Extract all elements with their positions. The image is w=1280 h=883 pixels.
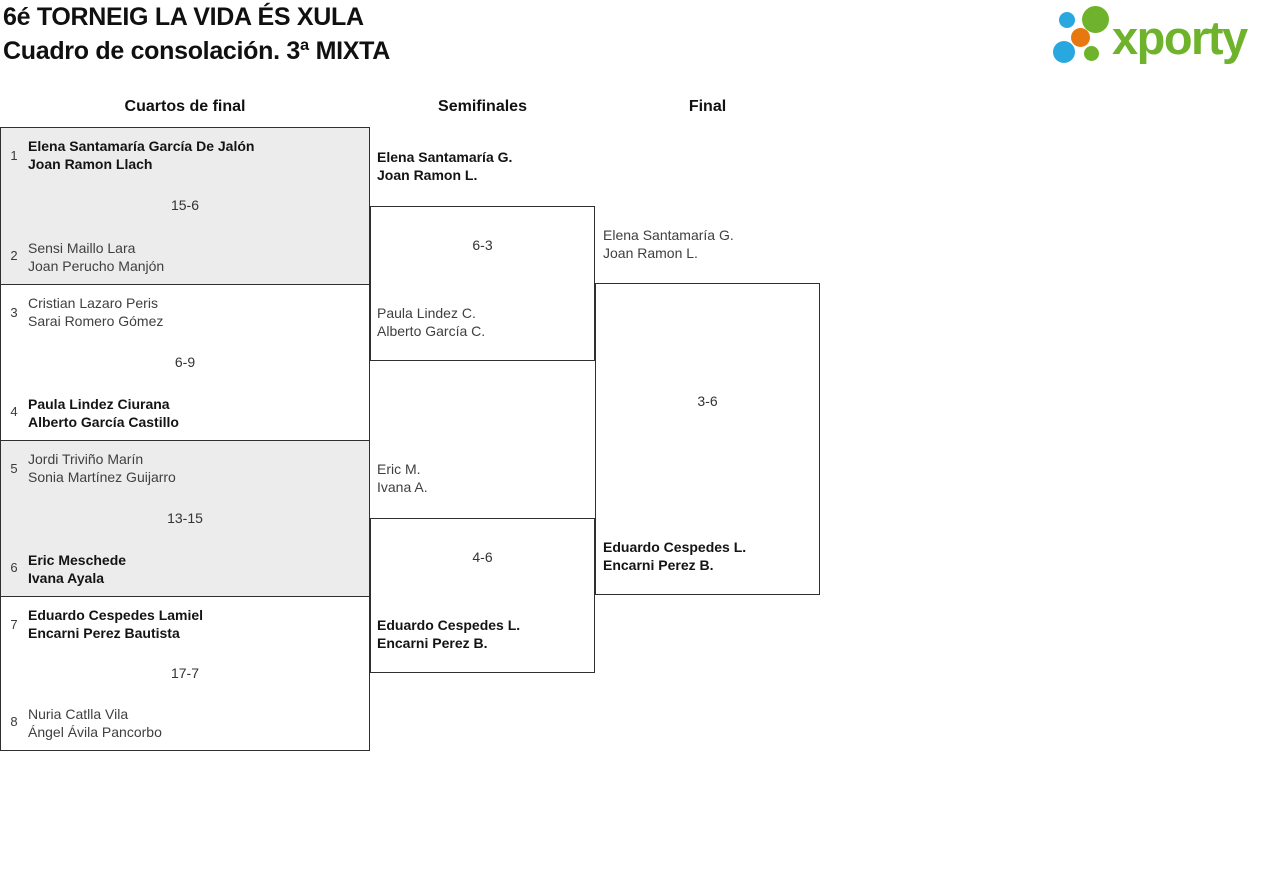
match-score: 6-9 [174,353,196,370]
match-score: 13-15 [167,509,203,526]
seed-number: 6 [10,560,18,575]
match-score: 4-6 [472,549,493,565]
seed-number: 7 [10,617,18,632]
match-score: 17-7 [170,664,200,681]
quarterfinal-match-4 [0,596,370,751]
match-score: 15-6 [170,197,200,213]
team-name: Eduardo Cespedes Lamiel Encarni Perez Bautista [28,607,204,641]
quarterfinal-match-1 [0,127,370,285]
quarterfinal-match-2 [0,284,370,441]
match-score: 3-6 [697,393,718,409]
semifinal-1-team-top: Elena Santamaría G. Joan Ramon L. [377,149,513,183]
semifinal-1-team-bottom: Paula Lindez C. Alberto García C. [377,305,486,339]
match-score: 6-3 [472,237,493,253]
quarterfinal-match-3 [0,440,370,597]
xporty-logo[interactable] [1050,4,1280,68]
round-header-quarterfinals: Cuartos de final [124,98,246,115]
seed-number: 4 [10,404,18,419]
team-name: Sensi Maillo Lara Joan Perucho Manjón [28,240,165,274]
round-header-final: Final [688,98,727,115]
bracket-subtitle: Cuadro de consolación. 3ª MIXTA [3,36,391,65]
team-name: Jordi Triviño Marín Sonia Martínez Guijarro [28,451,176,485]
team-name: Nuria Catlla Vila Ángel Ávila Pancorbo [28,706,162,740]
semifinal-2-team-bottom: Eduardo Cespedes L. Encarni Perez B. [377,617,521,651]
semifinal-2-team-top: Eric M. Ivana A. [377,461,428,495]
team-name: Cristian Lazaro Peris Sarai Romero Gómez [28,295,164,329]
page-header [3,1,390,68]
team-name: Elena Santamaría García De Jalón Joan Ramon Llach [28,138,255,172]
tournament-title: 6é TORNEIG LA VIDA ÉS XULA [3,3,364,31]
final-team-bottom: Eduardo Cespedes L. Encarni Perez B. [603,539,747,573]
seed-number: 3 [10,305,18,320]
seed-number: 1 [10,148,18,163]
round-header-semifinals: Semifinales [438,98,527,115]
team-name: Paula Lindez Ciurana Alberto García Castillo [28,396,179,430]
seed-number: 8 [10,714,18,729]
seed-number: 5 [10,461,18,476]
seed-number: 2 [10,248,18,263]
xporty-logo-text: xporty [1112,11,1247,64]
final-team-top: Elena Santamaría G. Joan Ramon L. [603,227,734,261]
team-name: Eric Meschede Ivana Ayala [28,552,127,586]
